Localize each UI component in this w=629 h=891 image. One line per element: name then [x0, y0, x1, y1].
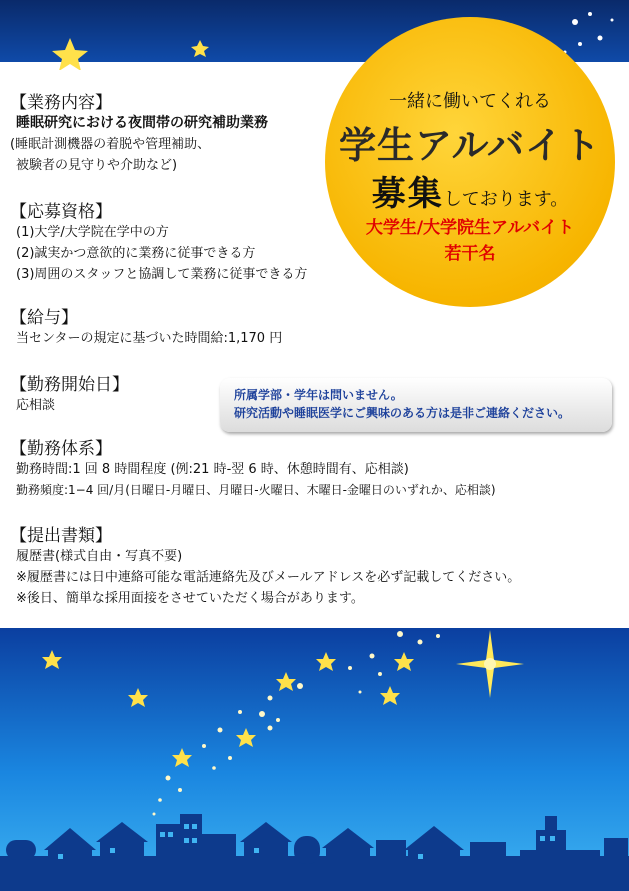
section-schedule — [10, 434, 496, 501]
star-icon — [394, 652, 414, 671]
salary-heading: 【給与】 — [10, 308, 78, 328]
headline-recruiting-rest: しております。 — [443, 189, 569, 210]
headline-recruiting-big: 募集 — [371, 174, 444, 214]
note-line-2: 研究活動や睡眠医学にご興味のある方は是非ご連絡ください。 — [234, 406, 571, 420]
city-skyline-silhouette — [0, 814, 629, 891]
star-icon — [276, 672, 296, 691]
qualification-item: (3)周囲のスタッフと協調して業務に従事できる方 — [16, 267, 308, 282]
star-icon — [52, 38, 88, 70]
info-note-box — [220, 378, 612, 432]
duties-detail-1: (睡眠計測機器の着脱や管理補助、 — [10, 137, 211, 152]
schedule-hours: 勤務時間:1 回 8 時間程度 (例:21 時-翌 6 時、休憩時間有、応相談) — [16, 462, 409, 477]
duties-main: 睡眠研究における夜間帯の研究補助業務 — [16, 115, 268, 131]
qualifications-heading: 【応募資格】 — [10, 202, 112, 222]
start-text: 応相談 — [16, 398, 56, 413]
star-icon — [172, 748, 192, 767]
star-icon — [236, 728, 256, 747]
start-heading: 【勤務開始日】 — [10, 375, 129, 395]
star-icon — [42, 650, 62, 669]
sparkle-star-icon — [456, 630, 524, 698]
duties-heading: 【業務内容】 — [10, 93, 112, 113]
document-item: ※履歴書には日中連絡可能な電話連絡先及びメールアドレスを必ず記載してください。 — [16, 570, 521, 585]
headline-target: 大学生/大学院生アルバイト — [365, 218, 575, 238]
document-item: 履歴書(様式自由・写真不要) — [16, 549, 183, 564]
headline-count: 若干名 — [444, 244, 496, 264]
star-icon — [191, 40, 209, 57]
section-start-date — [10, 370, 129, 416]
section-qualifications — [10, 197, 307, 285]
headline-title: 学生アルバイト — [339, 124, 601, 167]
section-documents — [10, 521, 520, 609]
star-icon — [316, 652, 336, 671]
schedule-heading: 【勤務体系】 — [10, 439, 112, 459]
headline-intro: 一緒に働いてくれる — [389, 91, 551, 112]
qualification-item: (1)大学/大学院在学中の方 — [16, 225, 169, 240]
section-duties — [10, 88, 268, 176]
note-line-1: 所属学部・学年は問いません。 — [234, 388, 403, 402]
star-icon — [380, 686, 400, 705]
duties-detail-2: 被験者の見守りや介助など) — [16, 158, 178, 173]
headline-recruiting — [325, 166, 615, 215]
schedule-frequency: 勤務頻度:1−4 回/月(日曜日-月曜日、月曜日-火曜日、木曜日-金曜日のいずれか、応相談) — [16, 483, 496, 497]
bottom-stars-and-city-illustration — [0, 628, 629, 891]
section-salary — [10, 303, 282, 349]
document-item: ※後日、簡単な採用面接をさせていただく場合があります。 — [16, 591, 364, 606]
salary-text: 当センターの規定に基づいた時間給:1,170 円 — [16, 331, 283, 346]
recruitment-headline-circle — [325, 17, 615, 307]
qualification-item: (2)誠実かつ意欲的に業務に従事できる方 — [16, 246, 256, 261]
star-icon — [128, 688, 148, 707]
documents-heading: 【提出書類】 — [10, 526, 112, 546]
